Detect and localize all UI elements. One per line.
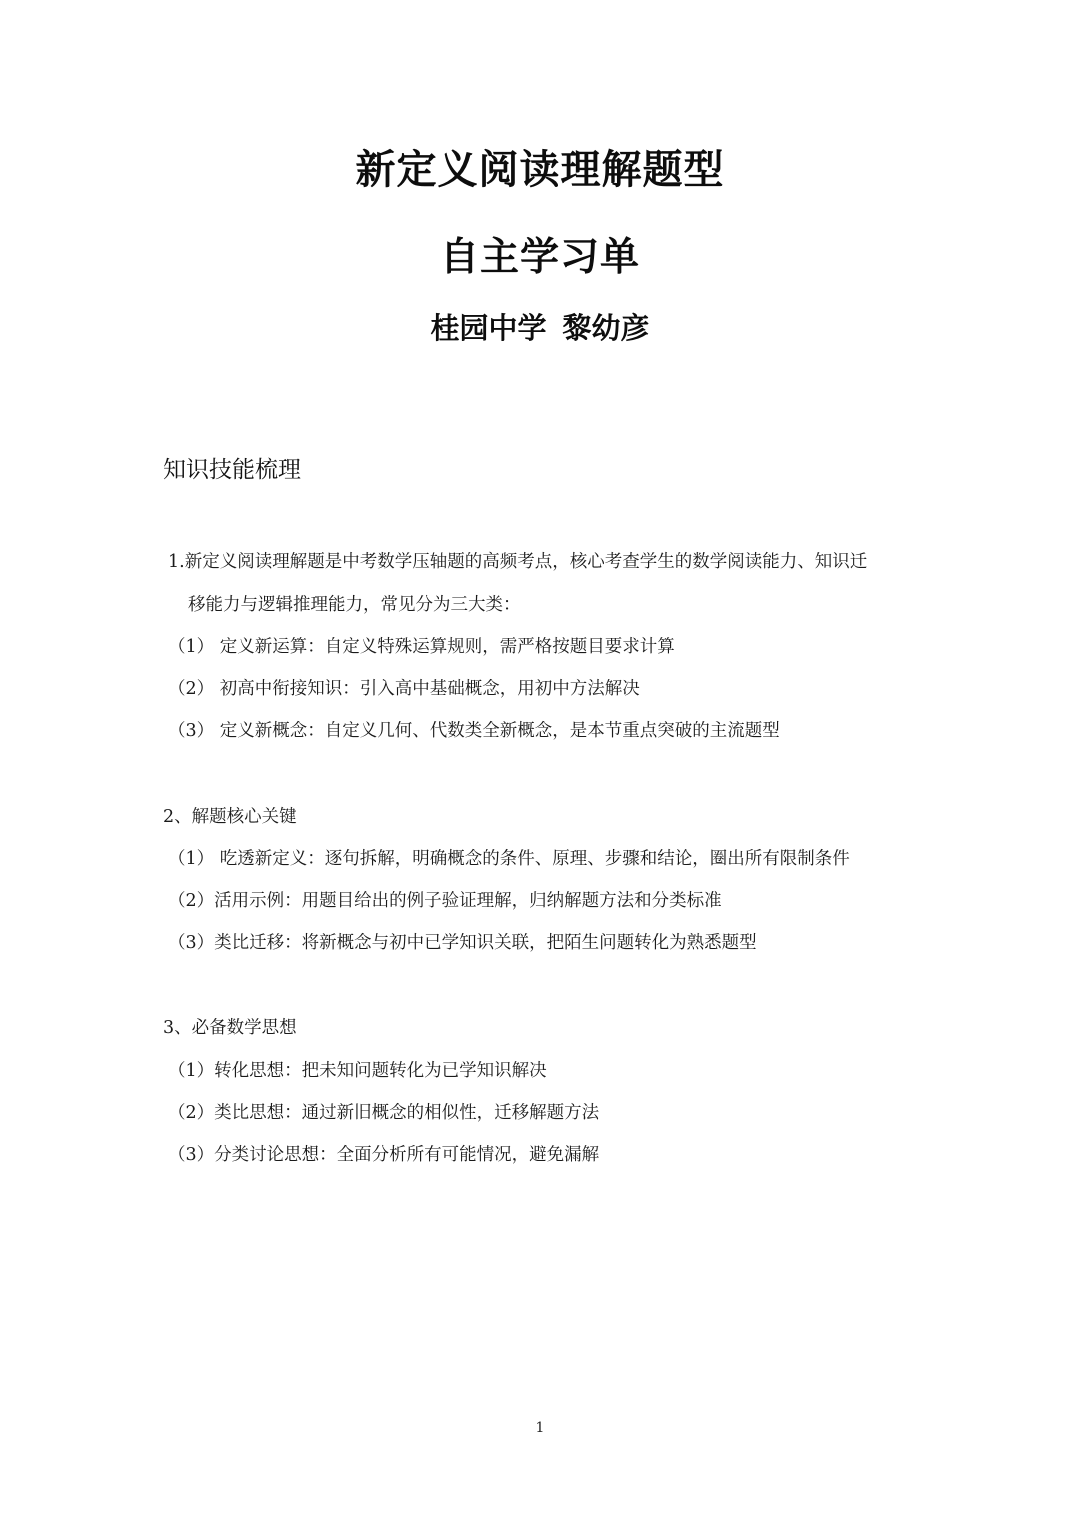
page-number: 1 [535, 1420, 545, 1436]
list-item: （2） 初高中衔接知识：引入高中基础概念，用初中方法解决 [168, 679, 640, 699]
section-heading: 知识技能梳理 [163, 457, 301, 483]
paragraph-line-intro-continued: 移能力与逻辑推理能力，常见分为三大类： [188, 595, 521, 615]
list-item: （1）转化思想：把未知问题转化为已学知识解决 [168, 1061, 547, 1081]
document-title: 新定义阅读理解题型 [355, 147, 725, 193]
document-author: 桂园中学 黎幼彦 [430, 311, 650, 345]
list-item: （2）活用示例：用题目给出的例子验证理解，归纳解题方法和分类标准 [168, 891, 722, 911]
subsection-heading: 2、解题核心关键 [163, 807, 297, 827]
list-item: （3） 定义新概念：自定义几何、代数类全新概念，是本节重点突破的主流题型 [168, 721, 780, 741]
list-item: （3）类比迁移：将新概念与初中已学知识关联，把陌生问题转化为熟悉题型 [168, 933, 757, 953]
list-item: （3）分类讨论思想：全面分析所有可能情况，避免漏解 [168, 1145, 600, 1165]
list-item: （1） 定义新运算：自定义特殊运算规则，需严格按题目要求计算 [168, 637, 675, 657]
document-subtitle: 自主学习单 [439, 235, 640, 280]
list-item: （2）类比思想：通过新旧概念的相似性，迁移解题方法 [168, 1103, 600, 1123]
subsection-heading: 3、必备数学思想 [163, 1018, 297, 1038]
list-item: （1） 吃透新定义：逐句拆解，明确概念的条件、原理、步骤和结论，圈出所有限制条件 [168, 849, 850, 869]
paragraph-line-intro: 1.新定义阅读理解题是中考数学压轴题的高频考点，核心考查学生的数学阅读能力、知识迁 [168, 552, 868, 572]
